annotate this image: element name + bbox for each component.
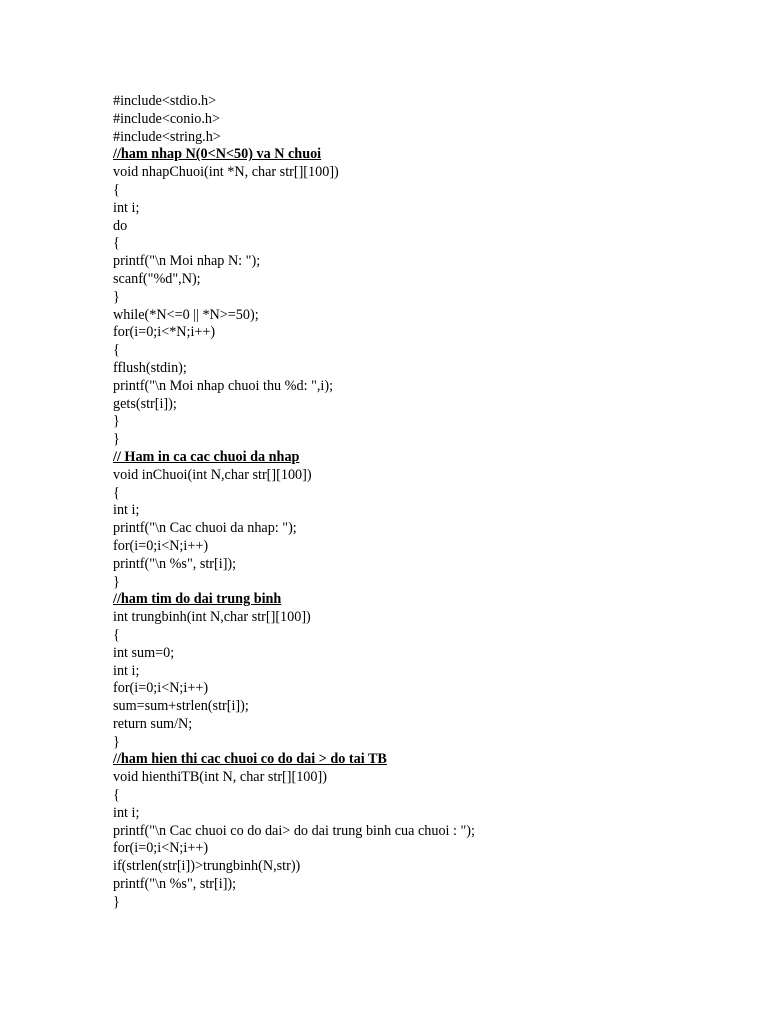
code-line: #include<stdio.h> [113,93,217,109]
code-line: } [113,431,120,448]
comment-line: //ham hien thi cac chuoi co do dai > do tai TB [113,751,387,768]
code-line: do [113,217,128,234]
code-line: printf("\n %s", str[i]); [113,555,237,572]
code-line: { [113,787,120,804]
code-line: printf("\n %s", str[i]); [113,876,237,893]
code-line: for(i=0;i<N;i++) [113,840,209,857]
code-line: int i; [113,502,140,519]
code-line: } [113,288,120,305]
code-line: } [113,733,120,750]
code-line: gets(str[i]); [113,395,177,412]
comment-line: //ham tim do dai trung binh [113,591,282,608]
code-line: } [113,573,120,590]
code-line: for(i=0;i<*N;i++) [113,324,216,341]
code-line: void inChuoi(int N,char str[][100]) [113,466,312,483]
code-line: for(i=0;i<N;i++) [113,680,209,697]
code-line: void hienthiTB(int N, char str[][100]) [113,769,327,786]
code-line: { [113,181,120,198]
code-line: while(*N<=0 || *N>=50); [113,306,259,323]
code-line: #include<conio.h> [113,110,221,127]
code-line: printf("\n Moi nhap N: "); [113,253,261,270]
code-listing [113,93,475,912]
comment-line: //ham nhap N(0<N<50) va N chuoi [113,146,322,163]
code-line: { [113,342,120,359]
code-line: void nhapChuoi(int *N, char str[][100]) [113,164,339,181]
code-line: int i; [113,804,140,821]
code-line: fflush(stdin); [113,359,187,376]
code-line: printf("\n Cac chuoi co do dai> do dai trung binh cua chuoi : "); [113,822,475,839]
code-line: int sum=0; [113,644,175,661]
code-line: scanf("%d",N); [113,270,201,287]
code-line: for(i=0;i<N;i++) [113,537,209,554]
code-line: } [113,413,120,430]
code-line: { [113,626,120,643]
code-line: sum=sum+strlen(str[i]); [113,698,249,715]
code-line: } [113,893,120,910]
code-line: { [113,484,120,501]
code-line: if(strlen(str[i])>trungbinh(N,str)) [113,858,301,875]
code-line: printf("\n Moi nhap chuoi thu %d: ",i); [113,377,334,394]
code-line: return sum/N; [113,715,193,732]
code-line: int i; [113,662,140,679]
code-line: printf("\n Cac chuoi da nhap: "); [113,520,297,537]
code-line: int trungbinh(int N,char str[][100]) [113,609,311,626]
code-line: int i; [113,199,140,216]
comment-line: // Ham in ca cac chuoi da nhap [113,448,300,465]
code-line: #include<string.h> [113,128,221,145]
code-line: { [113,235,120,252]
